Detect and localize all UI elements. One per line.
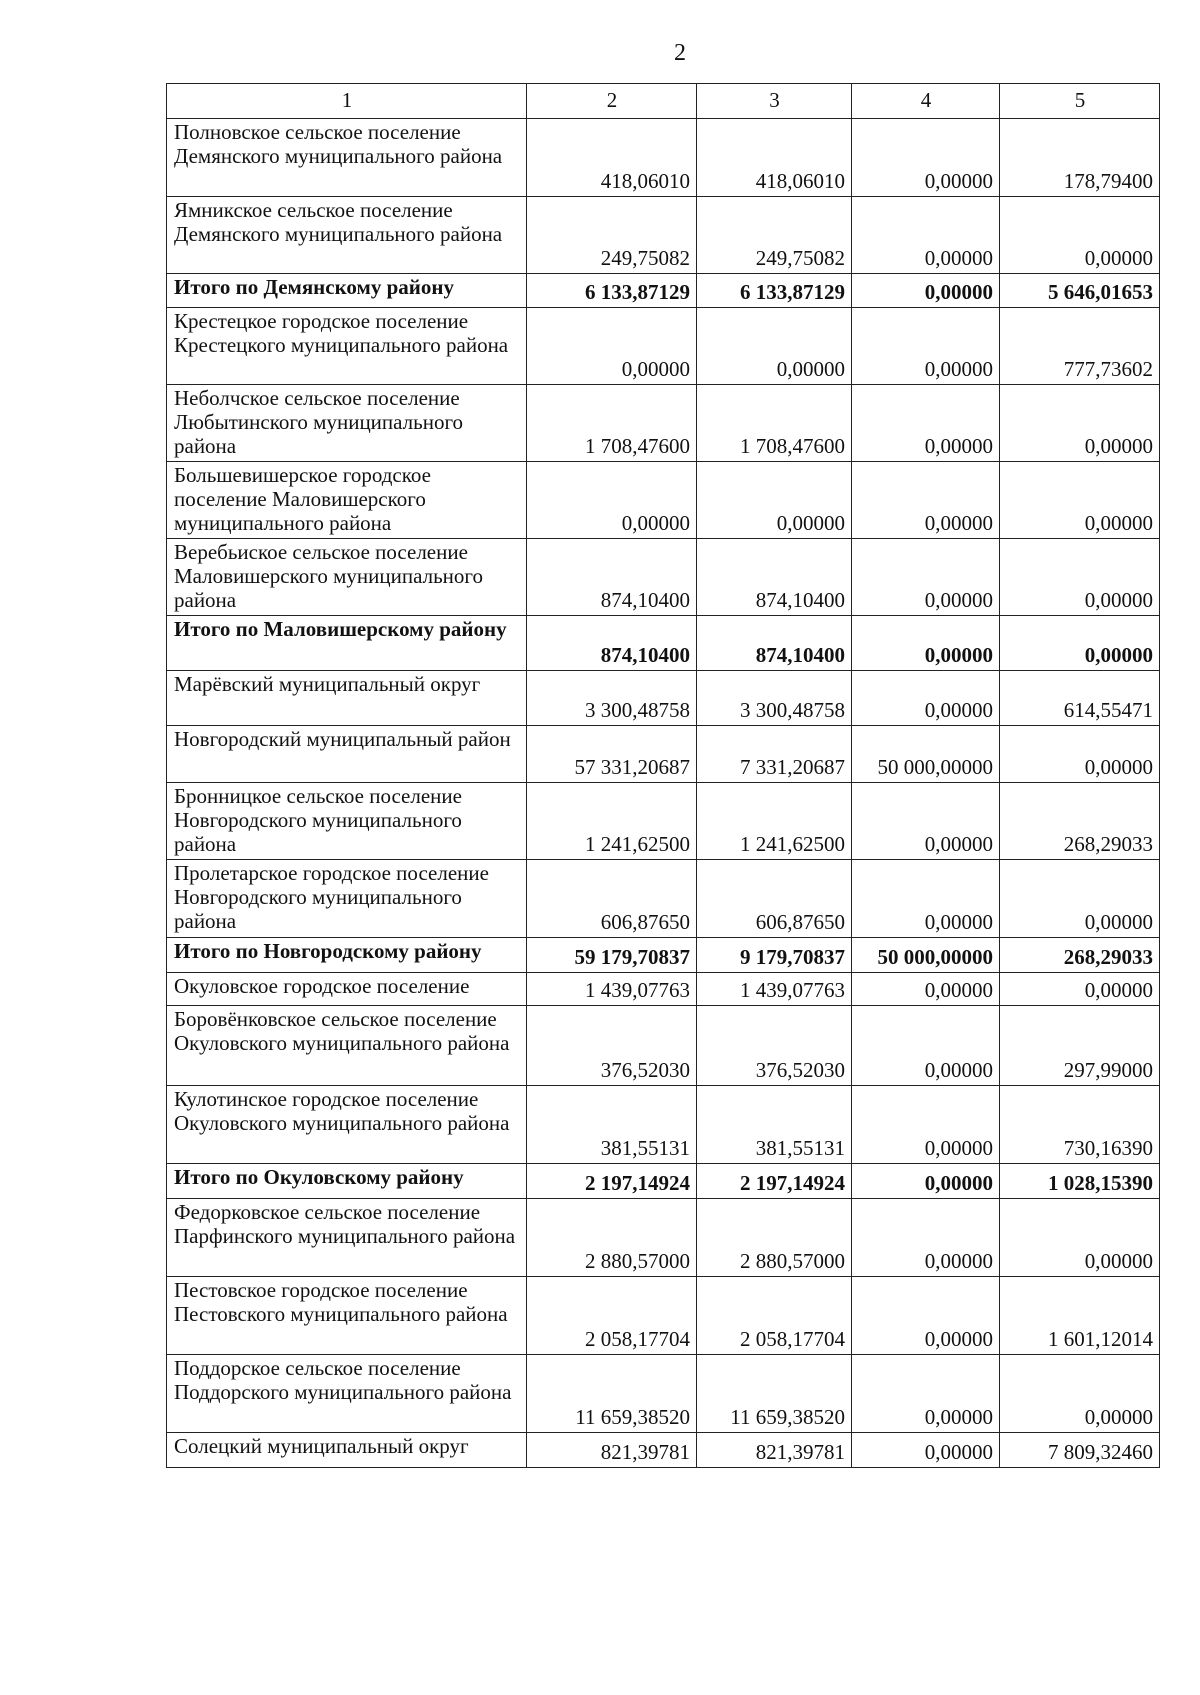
row-value-col3: 9 179,70837 [697,938,852,973]
row-value-col2: 2 880,57000 [527,1199,697,1277]
column-header-1: 1 [167,84,527,119]
row-value-col5: 268,29033 [1000,783,1160,860]
row-value-col4: 0,00000 [852,1006,1000,1086]
row-value-col4: 0,00000 [852,119,1000,197]
row-value-col4: 0,00000 [852,1164,1000,1199]
table-row [167,119,1160,197]
row-value-col5: 268,29033 [1000,938,1160,973]
row-value-col3: 7 331,20687 [697,726,852,783]
row-value-col5: 614,55471 [1000,671,1160,726]
row-value-col5: 0,00000 [1000,197,1160,274]
row-value-col4: 0,00000 [852,860,1000,938]
row-value-col2: 2 197,14924 [527,1164,697,1199]
row-value-col2: 418,06010 [527,119,697,197]
row-value-col3: 11 659,38520 [697,1355,852,1433]
row-value-col2: 1 241,62500 [527,783,697,860]
row-value-col2: 6 133,87129 [527,274,697,308]
row-name-cell: Кулотинское городское поселение Окуловского муниципального района [167,1086,527,1164]
table-row [167,1199,1160,1277]
table-row [167,197,1160,274]
table-row [167,539,1160,616]
row-value-col5: 297,99000 [1000,1006,1160,1086]
table-row [167,308,1160,385]
row-name-cell: Поддорское сельское поселение Поддорского муниципального района [167,1355,527,1433]
row-value-col3: 1 439,07763 [697,973,852,1006]
row-value-col5: 0,00000 [1000,1199,1160,1277]
column-header-2: 2 [527,84,697,119]
row-value-col3: 874,10400 [697,616,852,671]
table-row [167,671,1160,726]
row-value-col2: 376,52030 [527,1006,697,1086]
row-value-col3: 418,06010 [697,119,852,197]
row-value-col4: 0,00000 [852,783,1000,860]
row-value-col5: 7 809,32460 [1000,1433,1160,1468]
row-value-col5: 0,00000 [1000,1355,1160,1433]
row-value-col3: 376,52030 [697,1006,852,1086]
row-value-col5: 178,79400 [1000,119,1160,197]
table-row [167,1086,1160,1164]
row-value-col2: 821,39781 [527,1433,697,1468]
row-value-col2: 606,87650 [527,860,697,938]
row-value-col2: 3 300,48758 [527,671,697,726]
row-value-col4: 0,00000 [852,197,1000,274]
row-value-col5: 0,00000 [1000,860,1160,938]
row-value-col4: 0,00000 [852,462,1000,539]
row-name-cell: Итого по Окуловскому району [167,1164,527,1199]
row-value-col4: 0,00000 [852,1277,1000,1355]
row-value-col2: 874,10400 [527,539,697,616]
table-row [167,973,1160,1006]
row-name-cell: Пролетарское городское поселение Новгородского муниципального района [167,860,527,938]
row-value-col4: 0,00000 [852,539,1000,616]
row-value-col2: 249,75082 [527,197,697,274]
table-row [167,1433,1160,1468]
row-value-col5: 0,00000 [1000,462,1160,539]
row-value-col5: 777,73602 [1000,308,1160,385]
row-value-col4: 0,00000 [852,1086,1000,1164]
row-value-col4: 0,00000 [852,1199,1000,1277]
page-number: 2 [674,40,686,66]
row-value-col2: 1 439,07763 [527,973,697,1006]
row-value-col2: 11 659,38520 [527,1355,697,1433]
row-name-cell: Федорковское сельское поселение Парфинского муниципального района [167,1199,527,1277]
row-name-cell: Итого по Новгородскому району [167,938,527,973]
row-value-col4: 50 000,00000 [852,726,1000,783]
row-value-col4: 0,00000 [852,274,1000,308]
row-value-col2: 874,10400 [527,616,697,671]
row-value-col4: 0,00000 [852,308,1000,385]
table-body [167,84,1160,1468]
row-value-col3: 2 197,14924 [697,1164,852,1199]
table-row [167,1277,1160,1355]
row-value-col2: 0,00000 [527,308,697,385]
table-row [167,462,1160,539]
subtotal-row [167,616,1160,671]
column-header-3: 3 [697,84,852,119]
row-value-col4: 0,00000 [852,616,1000,671]
row-name-cell: Марёвский муниципальный округ [167,671,527,726]
row-name-cell: Полновское сельское поселение Демянского муниципального района [167,119,527,197]
row-value-col3: 821,39781 [697,1433,852,1468]
row-value-col2: 59 179,70837 [527,938,697,973]
row-value-col3: 1 241,62500 [697,783,852,860]
row-value-col3: 0,00000 [697,462,852,539]
row-value-col5: 1 601,12014 [1000,1277,1160,1355]
row-value-col4: 0,00000 [852,385,1000,462]
table-row [167,385,1160,462]
row-value-col5: 730,16390 [1000,1086,1160,1164]
row-value-col2: 2 058,17704 [527,1277,697,1355]
row-name-cell: Новгородский муниципальный район [167,726,527,783]
data-table [166,83,1160,1468]
row-value-col3: 1 708,47600 [697,385,852,462]
row-value-col2: 1 708,47600 [527,385,697,462]
column-header-5: 5 [1000,84,1160,119]
row-name-cell: Солецкий муниципальный округ [167,1433,527,1468]
row-value-col2: 0,00000 [527,462,697,539]
row-value-col4: 0,00000 [852,973,1000,1006]
row-name-cell: Веребьиское сельское поселение Маловишерского муниципального района [167,539,527,616]
table-row [167,1355,1160,1433]
row-value-col5: 5 646,01653 [1000,274,1160,308]
row-value-col3: 3 300,48758 [697,671,852,726]
subtotal-row [167,1164,1160,1199]
row-name-cell: Бронницкое сельское поселение Новгородского муниципального района [167,783,527,860]
row-value-col3: 6 133,87129 [697,274,852,308]
row-value-col4: 0,00000 [852,671,1000,726]
row-value-col5: 0,00000 [1000,973,1160,1006]
row-value-col4: 0,00000 [852,1433,1000,1468]
subtotal-row [167,938,1160,973]
row-name-cell: Крестецкое городское поселение Крестецкого муниципального района [167,308,527,385]
row-value-col3: 2 058,17704 [697,1277,852,1355]
row-value-col5: 0,00000 [1000,539,1160,616]
table-header-row [167,84,1160,119]
row-value-col5: 0,00000 [1000,616,1160,671]
row-value-col5: 0,00000 [1000,726,1160,783]
row-value-col5: 1 028,15390 [1000,1164,1160,1199]
row-value-col3: 381,55131 [697,1086,852,1164]
row-name-cell: Пестовское городское поселение Пестовского муниципального района [167,1277,527,1355]
row-name-cell: Боровёнковское сельское поселение Окуловского муниципального района [167,1006,527,1086]
row-name-cell: Большевишерское городское поселение Маловишерского муниципального района [167,462,527,539]
row-value-col3: 874,10400 [697,539,852,616]
table-row [167,860,1160,938]
row-name-cell: Ямникское сельское поселение Демянского муниципального района [167,197,527,274]
row-name-cell: Итого по Маловишерскому району [167,616,527,671]
row-value-col4: 0,00000 [852,1355,1000,1433]
row-value-col5: 0,00000 [1000,385,1160,462]
table-row [167,783,1160,860]
table-row [167,1006,1160,1086]
row-name-cell: Итого по Демянскому району [167,274,527,308]
row-name-cell: Окуловское городское поселение [167,973,527,1006]
row-value-col3: 2 880,57000 [697,1199,852,1277]
row-value-col3: 0,00000 [697,308,852,385]
row-value-col4: 50 000,00000 [852,938,1000,973]
table-row [167,726,1160,783]
subtotal-row [167,274,1160,308]
column-header-4: 4 [852,84,1000,119]
row-value-col3: 606,87650 [697,860,852,938]
row-name-cell: Неболчское сельское поселение Любытинского муниципального района [167,385,527,462]
row-value-col3: 249,75082 [697,197,852,274]
row-value-col2: 57 331,20687 [527,726,697,783]
row-value-col2: 381,55131 [527,1086,697,1164]
